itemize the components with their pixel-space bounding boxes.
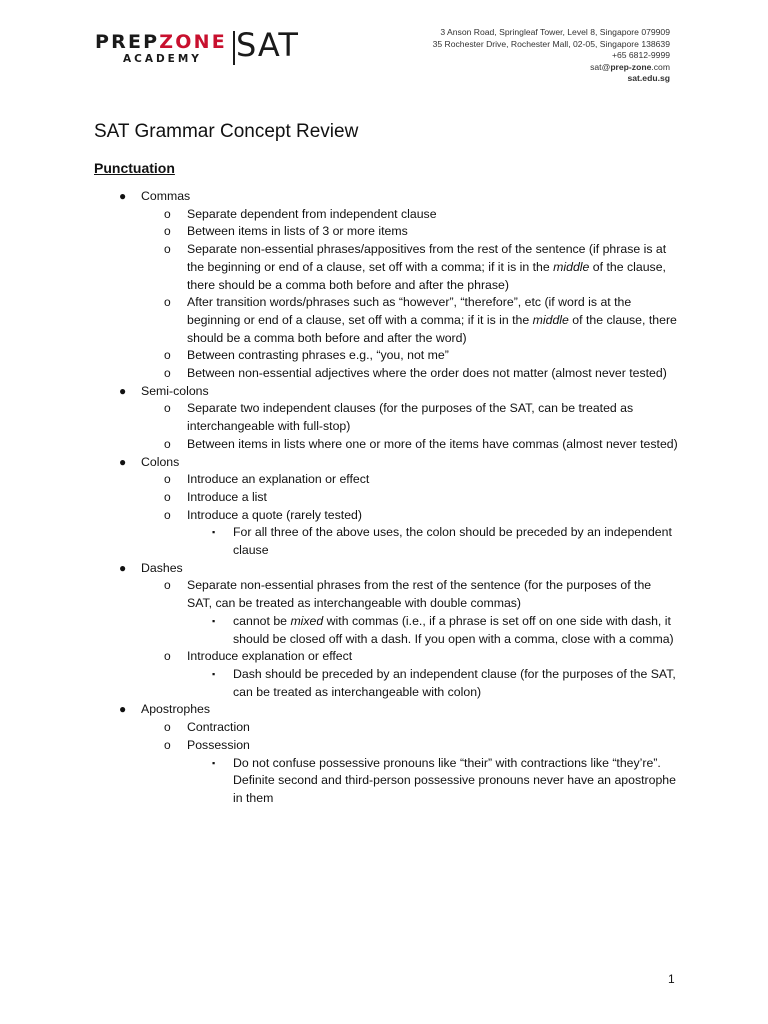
logo-wordmark <box>95 32 227 52</box>
list-subitem <box>164 347 678 365</box>
list-item-label: Colons <box>141 454 180 469</box>
list-item-apostrophes <box>119 701 678 719</box>
list-subitem-text: Between items in lists where one or more of the items have commas (almost never tested) <box>187 436 678 451</box>
list-item-dashes <box>119 560 678 578</box>
bullet-disc: ● <box>119 560 127 575</box>
bullet-square: ▪ <box>212 668 216 679</box>
list-subitem <box>164 471 678 489</box>
list-subitem-text: Introduce a list <box>187 489 267 504</box>
list-subitem <box>164 648 678 666</box>
list-subsubitem-text: For all three of the above uses, the colon should be preceded by an independent clause <box>233 525 672 558</box>
list-subitem-text: Introduce a quote (rarely tested) <box>187 507 362 522</box>
list-subitem <box>164 223 678 241</box>
email-suffix: .com <box>651 61 670 72</box>
bullet-square: ▪ <box>212 527 216 538</box>
bullet-circle: o <box>164 401 171 416</box>
logo-word-prep: PREP <box>95 31 160 53</box>
list-subitem <box>164 206 678 224</box>
emphasis-text: mixed <box>290 613 324 628</box>
list-subitem-text: Separate non-essential phrases/appositives from the rest of the sentence (if phrase is at the beginning or end of a clause, set off with a comma; if it is in the <box>187 242 667 274</box>
punctuation-list <box>0 188 768 808</box>
list-subitem <box>164 719 678 737</box>
section-heading: Punctuation <box>94 160 175 176</box>
list-item-label: Semi-colons <box>141 383 209 398</box>
email-domain-bold: prep-zone <box>610 61 652 72</box>
bullet-circle: o <box>164 507 171 522</box>
list-subitem-text: Separate non-essential phrases from the rest of the sentence (for the purposes of the SAT, can be treated as interchangeable with double commas) <box>187 578 652 611</box>
list-item-label: Apostrophes <box>141 702 211 717</box>
emphasis-text: middle <box>532 312 569 327</box>
list-subitem <box>164 241 678 294</box>
bullet-circle: o <box>164 649 171 664</box>
list-subitem <box>164 577 678 612</box>
document-title: SAT Grammar Concept Review <box>94 121 359 142</box>
bullet-disc: ● <box>119 702 127 717</box>
list-subsubitem-text: Dash should be preceded by an independent clause (for the purposes of the SAT, can be treated as interchangeable with colon) <box>233 666 676 699</box>
bullet-disc: ● <box>119 189 127 203</box>
bullet-circle: o <box>164 578 171 593</box>
bullet-disc: ● <box>119 383 127 398</box>
logo-product: SAT <box>236 26 299 64</box>
list-subsubitem-text: cannot be <box>233 613 291 628</box>
bullet-circle: o <box>164 348 171 363</box>
list-subsubitem-text: Do not confuse possessive pronouns like “their” with contractions like “they’re”. Definite second and third-person possessive pronouns never have an apostrophe in them <box>233 755 676 805</box>
bullet-circle: o <box>164 737 171 752</box>
logo-word-zone: ZONE <box>159 31 227 53</box>
address-line: 35 Rochester Drive, Rochester Mall, 02-05, Singapore 138639 <box>432 38 670 49</box>
bullet-circle: o <box>164 224 171 239</box>
list-subitem <box>164 737 678 755</box>
page-number: 1 <box>668 972 675 986</box>
list-subitem-text: After transition words/phrases such as “however”, “therefore”, etc (if word is at the beginning or end of a clause, set off with a comma; if it is in the <box>187 295 632 327</box>
list-subitem-text: Between contrasting phrases e.g., “you, not me” <box>187 348 449 363</box>
bullet-square: ▪ <box>212 757 216 768</box>
list-subitem <box>164 436 678 454</box>
bullet-circle: o <box>164 436 171 451</box>
list-subitem <box>164 400 678 435</box>
bullet-circle: o <box>164 489 171 504</box>
list-subitem-text: of the clause, there should be a comma both before and after the word) <box>187 312 677 345</box>
bullet-circle: o <box>164 206 171 221</box>
list-item-label: Commas <box>141 189 191 203</box>
list-subsubitem <box>212 524 678 559</box>
bullet-square: ▪ <box>212 615 216 626</box>
bullet-circle: o <box>164 295 171 310</box>
list-subitem-text: Separate two independent clauses (for the purposes of the SAT, can be treated as interchangeable with full-stop) <box>187 401 634 434</box>
list-item-label: Dashes <box>141 560 183 575</box>
list-subitem <box>164 365 678 383</box>
list-subsubitem <box>212 666 678 701</box>
email-address[interactable] <box>433 62 670 74</box>
website-link[interactable]: sat.edu.sg <box>627 73 670 84</box>
list-subsubitem <box>212 613 678 648</box>
logo-divider <box>233 31 235 65</box>
list-subsubitem-text: with commas (i.e., if a phrase is set off on one side with dash, it should be closed off with a dash. If you open with a comma, close with a comma) <box>233 613 674 646</box>
list-subitem-text: Separate dependent from independent clause <box>187 206 437 221</box>
logo-subtitle: ACADEMY <box>123 53 202 65</box>
list-subitem-text: Possession <box>187 737 250 752</box>
bullet-circle: o <box>164 366 171 381</box>
address-line: 3 Anson Road, Springleaf Tower, Level 8, Singapore 079909 <box>440 27 670 37</box>
list-subitem-text: Introduce explanation or effect <box>187 649 353 664</box>
list-subitem-text: Contraction <box>187 720 250 735</box>
list-subitem <box>164 489 678 507</box>
bullet-circle: o <box>164 242 171 257</box>
bullet-disc: ● <box>119 454 127 469</box>
list-subitem-text: Between non-essential adjectives where the order does not matter (almost never tested) <box>187 366 667 381</box>
emphasis-text: middle <box>553 259 590 274</box>
bullet-circle: o <box>164 720 171 735</box>
list-item-colons <box>119 454 678 472</box>
phone-number: +65 6812-9999 <box>611 50 670 61</box>
email-prefix: sat@ <box>590 61 611 72</box>
bullet-circle: o <box>164 472 171 487</box>
list-subitem <box>164 294 678 347</box>
list-item-semicolons <box>119 383 678 401</box>
address-block <box>433 27 670 85</box>
list-subitem-text: Between items in lists of 3 or more items <box>187 224 408 239</box>
list-subsubitem <box>212 755 678 808</box>
list-item-commas <box>119 188 678 206</box>
list-subitem-text: of the clause, there should be a comma both before and after the phrase) <box>187 259 666 292</box>
list-subitem <box>164 507 678 525</box>
list-subitem-text: Introduce an explanation or effect <box>187 472 370 487</box>
